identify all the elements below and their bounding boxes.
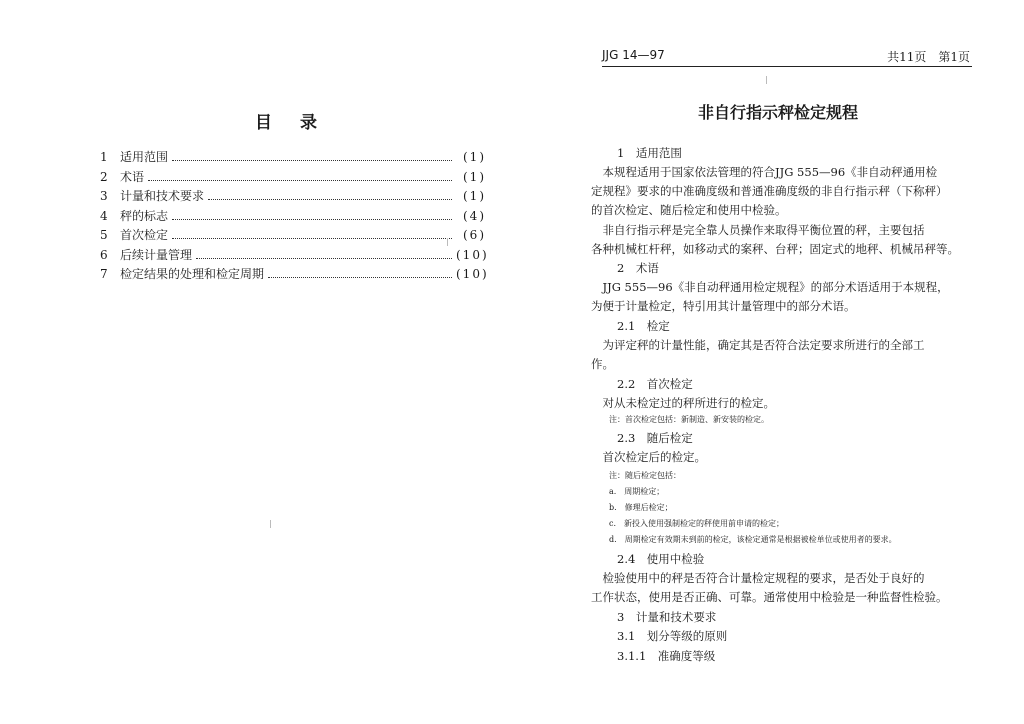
toc-leader — [172, 238, 452, 239]
document-title: 非自行指示秤检定规程 — [698, 103, 859, 122]
note-item: c. 新投入使用强制检定的秤使用前申请的检定； — [609, 519, 785, 528]
toc-leader — [148, 180, 452, 181]
section-heading: 3.1.1 准确度等级 — [617, 649, 716, 663]
paragraph-line: JJG 555—96《非自动秤通用检定规程》的部分术语适用于本规程， — [591, 280, 949, 294]
toc-leader — [208, 199, 452, 200]
section-heading: 2 术语 — [617, 261, 659, 275]
scan-mark — [270, 520, 271, 528]
toc-item: 6 后续计量管理 (10) — [100, 247, 489, 262]
section-heading: 2.4 使用中检验 — [617, 552, 705, 566]
paragraph-line: 各种机械杠杆秤，如移动式的案秤、台秤；固定式的地秤、机械吊秤等。 — [591, 242, 959, 256]
toc-leader — [196, 258, 452, 259]
note-item: b. 修理后检定； — [609, 503, 673, 512]
toc-item: 1 适用范围 (1) — [100, 150, 486, 164]
scan-mark — [447, 238, 448, 246]
paragraph-line: 定规程》要求的中准确度级和普通准确度级的非自行指示秤（下称秤） — [591, 184, 948, 198]
paragraph-line: 工作状态，使用是否正确、可靠。通常使用中检验是一种监督性检验。 — [591, 590, 948, 604]
section-heading: 3.1 划分等级的原则 — [617, 629, 728, 643]
section-heading: 3 计量和技术要求 — [617, 610, 717, 624]
section-heading: 1 适用范围 — [617, 146, 682, 160]
section-heading: 2.2 首次检定 — [617, 377, 693, 391]
paragraph-line: 首次检定后的检定。 — [591, 450, 706, 464]
toc-title: 目 录 — [255, 113, 317, 133]
toc-list — [100, 148, 489, 285]
paragraph-line: 检验使用中的秤是否符合计量检定规程的要求，是否处于良好的 — [591, 571, 925, 585]
toc-item: 5 首次检定 (6) — [100, 228, 486, 242]
toc-leader — [172, 219, 452, 220]
paragraph-line: 为便于计量检定，特引用其计量管理中的部分术语。 — [591, 299, 856, 313]
paragraph-line: 为评定秤的计量性能，确定其是否符合法定要求所进行的全部工 — [591, 338, 925, 352]
toc-item: 4 秤的标志 (4) — [100, 208, 486, 223]
paragraph-line: 非自行指示秤是完全靠人员操作来取得平衡位置的秤，主要包括 — [591, 223, 925, 237]
note-item: a. 周期检定； — [609, 487, 665, 496]
toc-item: 3 计量和技术要求 (1) — [100, 189, 486, 203]
paragraph-line: 的首次检定、随后检定和使用中检验。 — [591, 203, 787, 217]
note-line: 注：随后检定包括： — [609, 471, 681, 480]
content-page — [512, 0, 1024, 724]
scan-mark — [766, 76, 767, 84]
toc-leader — [268, 277, 452, 278]
toc-leader — [172, 160, 452, 161]
standard-code: JJG 14—97 — [602, 48, 665, 62]
page-header — [602, 48, 972, 67]
toc-item: 7 检定结果的处理和检定周期 (10) — [100, 267, 489, 281]
toc-item: 2 术语 (1) — [100, 169, 486, 184]
section-heading: 2.3 随后检定 — [617, 431, 693, 445]
paragraph-line: 作。 — [591, 357, 614, 371]
note-item: d. 周期检定有效期未到前的检定，该检定通常是根据被检单位或使用者的要求。 — [609, 535, 897, 544]
page-count: 共11页 第1页 — [887, 50, 970, 64]
section-heading: 2.1 检定 — [617, 319, 670, 333]
paragraph-line: 对从未检定过的秤所进行的检定。 — [591, 396, 775, 410]
note-line: 注：首次检定包括：新制造、新安装的检定。 — [609, 415, 769, 424]
paragraph-line: 本规程适用于国家依法管理的符合JJG 555—96《非自动秤通用检 — [591, 165, 938, 179]
